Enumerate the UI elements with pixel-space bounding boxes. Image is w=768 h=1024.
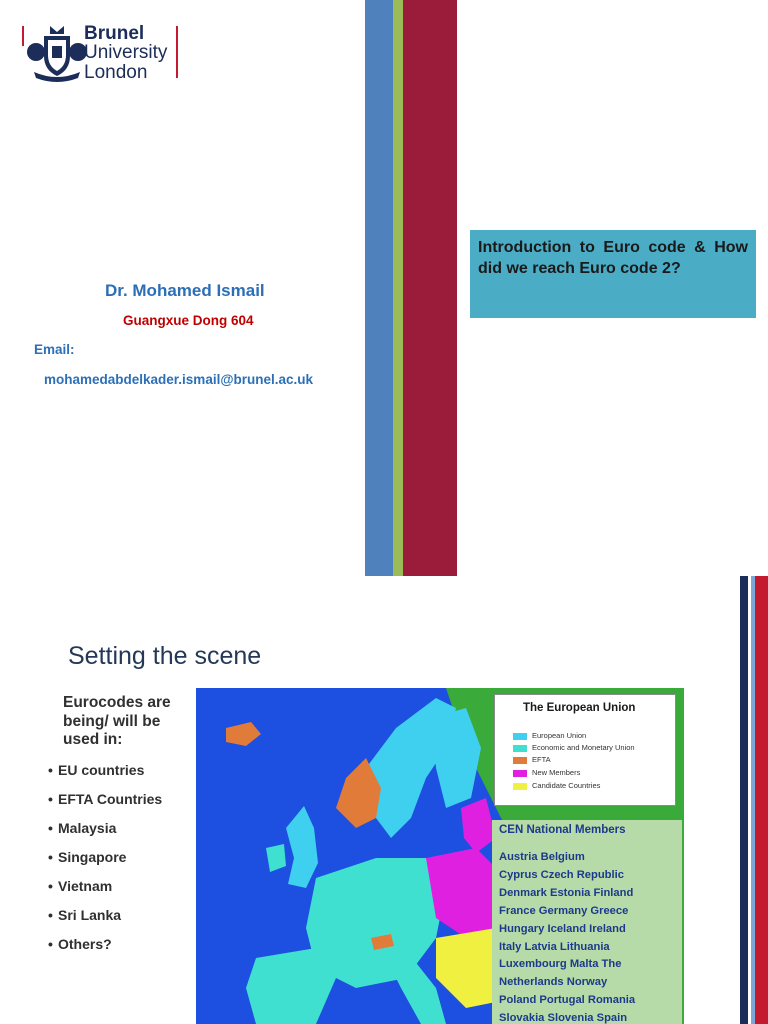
intro-line: Eurocodes are (63, 694, 171, 711)
cen-line: Cyprus Czech Republic (499, 868, 624, 881)
cen-line: Denmark Estonia Finland (499, 886, 634, 899)
list-item: • Sri Lanka (48, 907, 122, 923)
list-item: • Singapore (48, 849, 127, 865)
cen-members-box (492, 820, 682, 1024)
cen-line: Austria Belgium (499, 851, 585, 863)
stripe-blue (365, 0, 393, 576)
email-label: Email: (34, 342, 75, 357)
stripe-red (755, 576, 768, 1024)
cen-line: Slovakia Slovenia Spain (499, 1012, 628, 1024)
list-item: • EFTA Countries (48, 791, 163, 807)
legend-item: EFTA (513, 755, 551, 765)
slide-title: Introduction to Euro code & How did we reach Euro code 2? (478, 239, 748, 277)
stripe-maroon (403, 0, 457, 576)
legend-item: Economic and Monetary Union (513, 743, 635, 753)
presenter-name: Dr. Mohamed Ismail (105, 281, 265, 300)
cen-line: Netherlands Norway (499, 976, 608, 989)
email-address[interactable]: mohamedabdelkader.ismail@brunel.ac.uk (44, 372, 314, 387)
list-item: • Malaysia (48, 820, 117, 836)
logo-line-2: University (84, 42, 168, 64)
stripe-green (393, 0, 403, 576)
cen-line: Poland Portugal Romania (499, 994, 636, 1007)
cen-line: Hungary Iceland Ireland (499, 922, 626, 935)
title-box (470, 230, 756, 318)
cen-line: France Germany Greece (499, 904, 629, 917)
cen-title: CEN National Members (499, 824, 626, 836)
intro-text (63, 694, 171, 750)
crest-icon (22, 22, 92, 84)
legend-item: New Members (513, 768, 580, 778)
list-item: • Vietnam (48, 878, 113, 894)
brunel-logo (22, 22, 182, 84)
map-legend (494, 694, 676, 806)
usage-list (48, 762, 162, 965)
slide-title: Setting the scene (68, 642, 262, 670)
intro-line: used in: (63, 731, 123, 749)
intro-line: being/ will be (63, 712, 161, 730)
legend-title: The European Union (523, 702, 636, 714)
list-item: • EU countries (48, 762, 145, 778)
office-location: Guangxue Dong 604 (123, 313, 254, 328)
stripe-navy (740, 576, 748, 1024)
cen-line: Luxembourg Malta The (499, 958, 622, 971)
content-slide (0, 576, 768, 1024)
cen-line: Italy Latvia Lithuania (499, 940, 610, 953)
logo-line-1: Brunel (84, 23, 145, 44)
logo-line-3: London (84, 61, 148, 83)
legend-item: Candidate Countries (513, 781, 600, 791)
list-item: • Others? (48, 936, 112, 952)
logo-divider (176, 26, 178, 78)
legend-item: European Union (513, 731, 586, 741)
